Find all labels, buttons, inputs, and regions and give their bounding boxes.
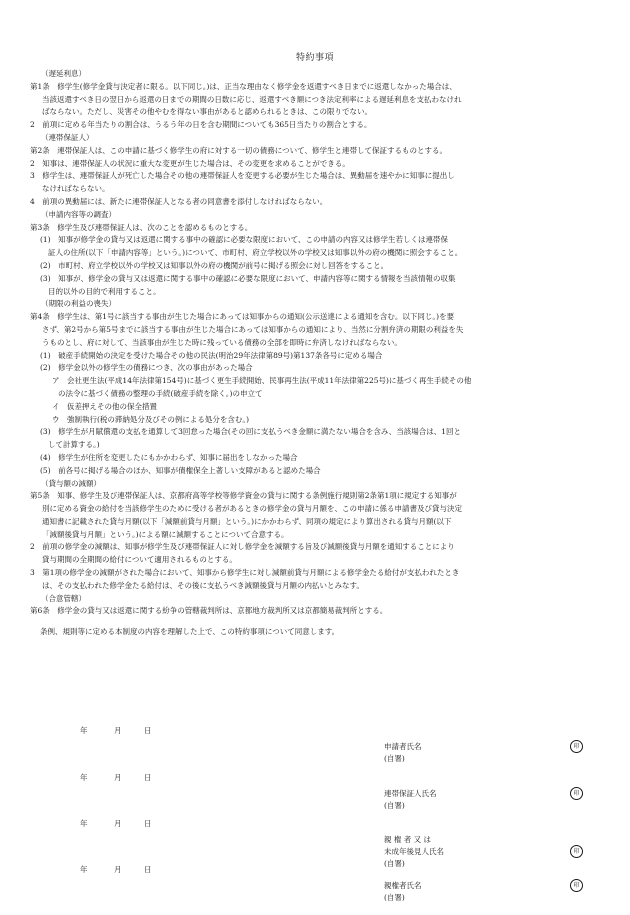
section-heading: （遅延利息） — [41, 69, 86, 78]
clause-line: (1) 知事が修学金の貸与又は返還に関する事中の確認に必要な限度において、この申請の内容又は修学生若しくは連帯保 — [40, 235, 448, 245]
clause-line: 2 前項に定める年当たりの割合は、うるう年の日を含む期間についても365日当たりの割合とする。 — [30, 120, 372, 130]
date-unit: 月 — [114, 865, 122, 874]
clause-line: (1) 破産手続開始の決定を受けた場合その他の民法(明治29年法律第89号)第137条各号に定める場合 — [40, 350, 383, 360]
clause-line: (3) 修学生が月賦償還の支払を通算して3回怠った場合(その回に支払うべき金額に満たない場合を含み、当該場合は、1回と — [40, 427, 462, 437]
seal-mark: 印 — [570, 845, 583, 858]
clause-line: 証人の住所(以下「申請内容等」という。)について、市町村、府立学校以外の学校又は知事以外の府の機関に照会すること。 — [48, 248, 463, 258]
clause-line: の法令に基づく債務の整理の手続(破産手続を除く。)の申立て — [58, 388, 263, 398]
clause-line: 2 知事は、連帯保証人の状況に重大な変更が生じた場合は、その変更を求めることができる。 — [30, 158, 350, 168]
date-unit: 年 — [80, 726, 88, 735]
clause-line: さず、第2号から第5号までに該当する事由が生じた場合にあっては知事からの通知により、当然に分割弁済の期限の利益を失 — [42, 324, 464, 334]
date-unit: 日 — [144, 773, 152, 782]
seal-mark: 印 — [570, 879, 583, 892]
clause-line: 第6条 修学金の貸与又は返還に関する紛争の管轄裁判所は、京都地方裁判所又は京都簡易裁判所とする。 — [30, 606, 388, 616]
section-heading: （申請内容等の調査） — [41, 209, 116, 219]
document-title: 特約事項 — [295, 53, 334, 63]
clause-line: (2) 修学金以外の修学生の債務につき、次の事由があった場合 — [40, 363, 253, 373]
clause-line: 3 第1項の修学金の減額がされた場合において、知事から修学生に対し減額前貸与月額による修学金たる給付が支払われたとき — [30, 568, 460, 578]
clause-line: 第2条 連帯保証人は、この申請に基づく修学生の府に対する一切の債務について、修学生と連帯して保証するものとする。 — [30, 145, 447, 155]
clause-line: 第4条 修学生は、第1号に該当する事由が生じた場合にあっては知事からの通知(公示送達による通知を含む。以下同じ。)を要 — [30, 312, 455, 322]
signer-name-label-2: 未成年後見人氏名 — [384, 847, 444, 856]
signer-name-label: 連帯保証人氏名 — [384, 789, 437, 798]
clause-line: イ 仮差押えその他の保全措置 — [52, 401, 157, 411]
date-unit: 年 — [80, 773, 88, 782]
clause-line: は、その支払われた修学金たる給付は、その後に支払うべき減額後貸与月額の内払いとみなす。 — [42, 580, 364, 590]
clause-line: (5) 前各号に掲げる場合のほか、知事が債権保全上著しい支障があると認めた場合 — [40, 465, 321, 475]
section-heading: （貸与額の減額） — [41, 478, 101, 488]
clause-line: (3) 知事が、修学金の貸与又は返還に関する事中の確認に必要な限度において、申請内容等に関する情報を当該情報の収集 — [40, 273, 456, 283]
clause-line: 第3条 修学生及び連帯保証人は、次のことを認めるものとする。 — [30, 222, 253, 232]
seal-mark: 印 — [570, 740, 583, 753]
clause-line: 目的以外の目的で利用すること。 — [48, 286, 161, 296]
clause-line: なければならない。 — [42, 184, 110, 194]
document-body — [30, 68, 608, 639]
clause-line: 4 前項の異動届には、新たに連帯保証人となる者の同意書を添付しなければならない。 — [30, 196, 328, 206]
clause-line: (4) 修学生が住所を変更したにもかかわらず、知事に届出をしなかった場合 — [40, 452, 298, 462]
clause-line: 別に定める資金の給付を当該修学生のために受ける者があるときの修学金の貸与月額を、この申請に係る申請書及び貸与決定 — [42, 504, 462, 514]
signer-name-label: 申請者氏名 — [384, 742, 422, 751]
signer-name-label: 親 権 者 又 は — [384, 835, 432, 844]
clause-line: 第5条 知事、修学生及び連帯保証人は、京都府高等学校等修学資金の貸与に関する条例施行規則第2条第1項に規定する知事が — [30, 491, 457, 501]
clause-line: うものとし、府に対して、当該事由が生じた時に残っている債務の全部を即時に弁済しなければならない。 — [42, 337, 402, 347]
self-signature-note: (自署) — [384, 754, 405, 763]
clause-line: して計算する。) — [48, 440, 100, 450]
self-signature-note: (自署) — [384, 893, 405, 902]
section-heading: （合意管轄） — [41, 593, 86, 603]
clause-line: 貸与期間の全期間の給付について適用されるものとする。 — [42, 555, 237, 565]
date-unit: 月 — [114, 773, 122, 782]
clause-line: 通知書に記載された貸与月額(以下「減額前貸与月額」という。)にかかわらず、同項の規定により算出される貸与月額(以下 — [42, 516, 452, 526]
clause-line: ばならない。ただし、災害その他やむを得ない事由があると認められるときは、この限りでない。 — [42, 107, 372, 117]
clause-line: (2) 市町村、府立学校以外の学校又は知事以外の府の機関が前号に掲げる照会に対し回答をすること。 — [40, 260, 389, 270]
clause-line: 当該返還すべき日の翌日から返還の日までの期間の日数に応じ、返還すべき額につき法定利率による遅延利息を支払わなけれ — [42, 94, 462, 104]
clause-line: 「減額後貸与月額」という。)による額に減額することについて合意する。 — [42, 529, 289, 539]
clause-line: ウ 強制執行(税の滞納処分及びその例による処分を含む。) — [52, 414, 250, 424]
seal-mark: 印 — [570, 787, 583, 800]
date-unit: 日 — [144, 865, 152, 874]
clause-line: ア 会社更生法(平成14年法律第154号)に基づく更生手続開始、民事再生法(平成11年法律第225号)に基づく再生手続その他 — [52, 376, 472, 386]
date-unit: 年 — [80, 819, 88, 828]
agreement-statement: 条例、規則等に定める本制度の内容を理解した上で、この特約事項について同意します。 — [40, 627, 340, 637]
date-unit: 日 — [144, 819, 152, 828]
section-heading: （連帯保証人） — [41, 132, 94, 142]
self-signature-note: (自署) — [384, 859, 405, 868]
date-unit: 日 — [144, 726, 152, 735]
self-signature-note: (自署) — [384, 801, 405, 810]
signer-name-label: 親権者氏名 — [384, 881, 422, 890]
date-unit: 月 — [114, 819, 122, 828]
clause-line: 第1条 修学生(修学金貸与決定者に限る。以下同じ。)は、正当な理由なく修学金を返還すべき日までに返還しなかった場合は、 — [30, 81, 457, 91]
clause-line: 3 修学生は、連帯保証人が死亡した場合その他の連帯保証人を変更する必要が生じた場合は、異動届を速やかに知事に提出し — [30, 171, 455, 181]
section-heading: （期限の利益の喪失） — [41, 299, 116, 309]
clause-line: 2 前項の修学金の減額は、知事が修学生及び連帯保証人に対し修学金を減額する旨及び減額後貸与月額を通知することにより — [30, 542, 455, 552]
date-unit: 年 — [80, 865, 88, 874]
date-unit: 月 — [114, 726, 122, 735]
